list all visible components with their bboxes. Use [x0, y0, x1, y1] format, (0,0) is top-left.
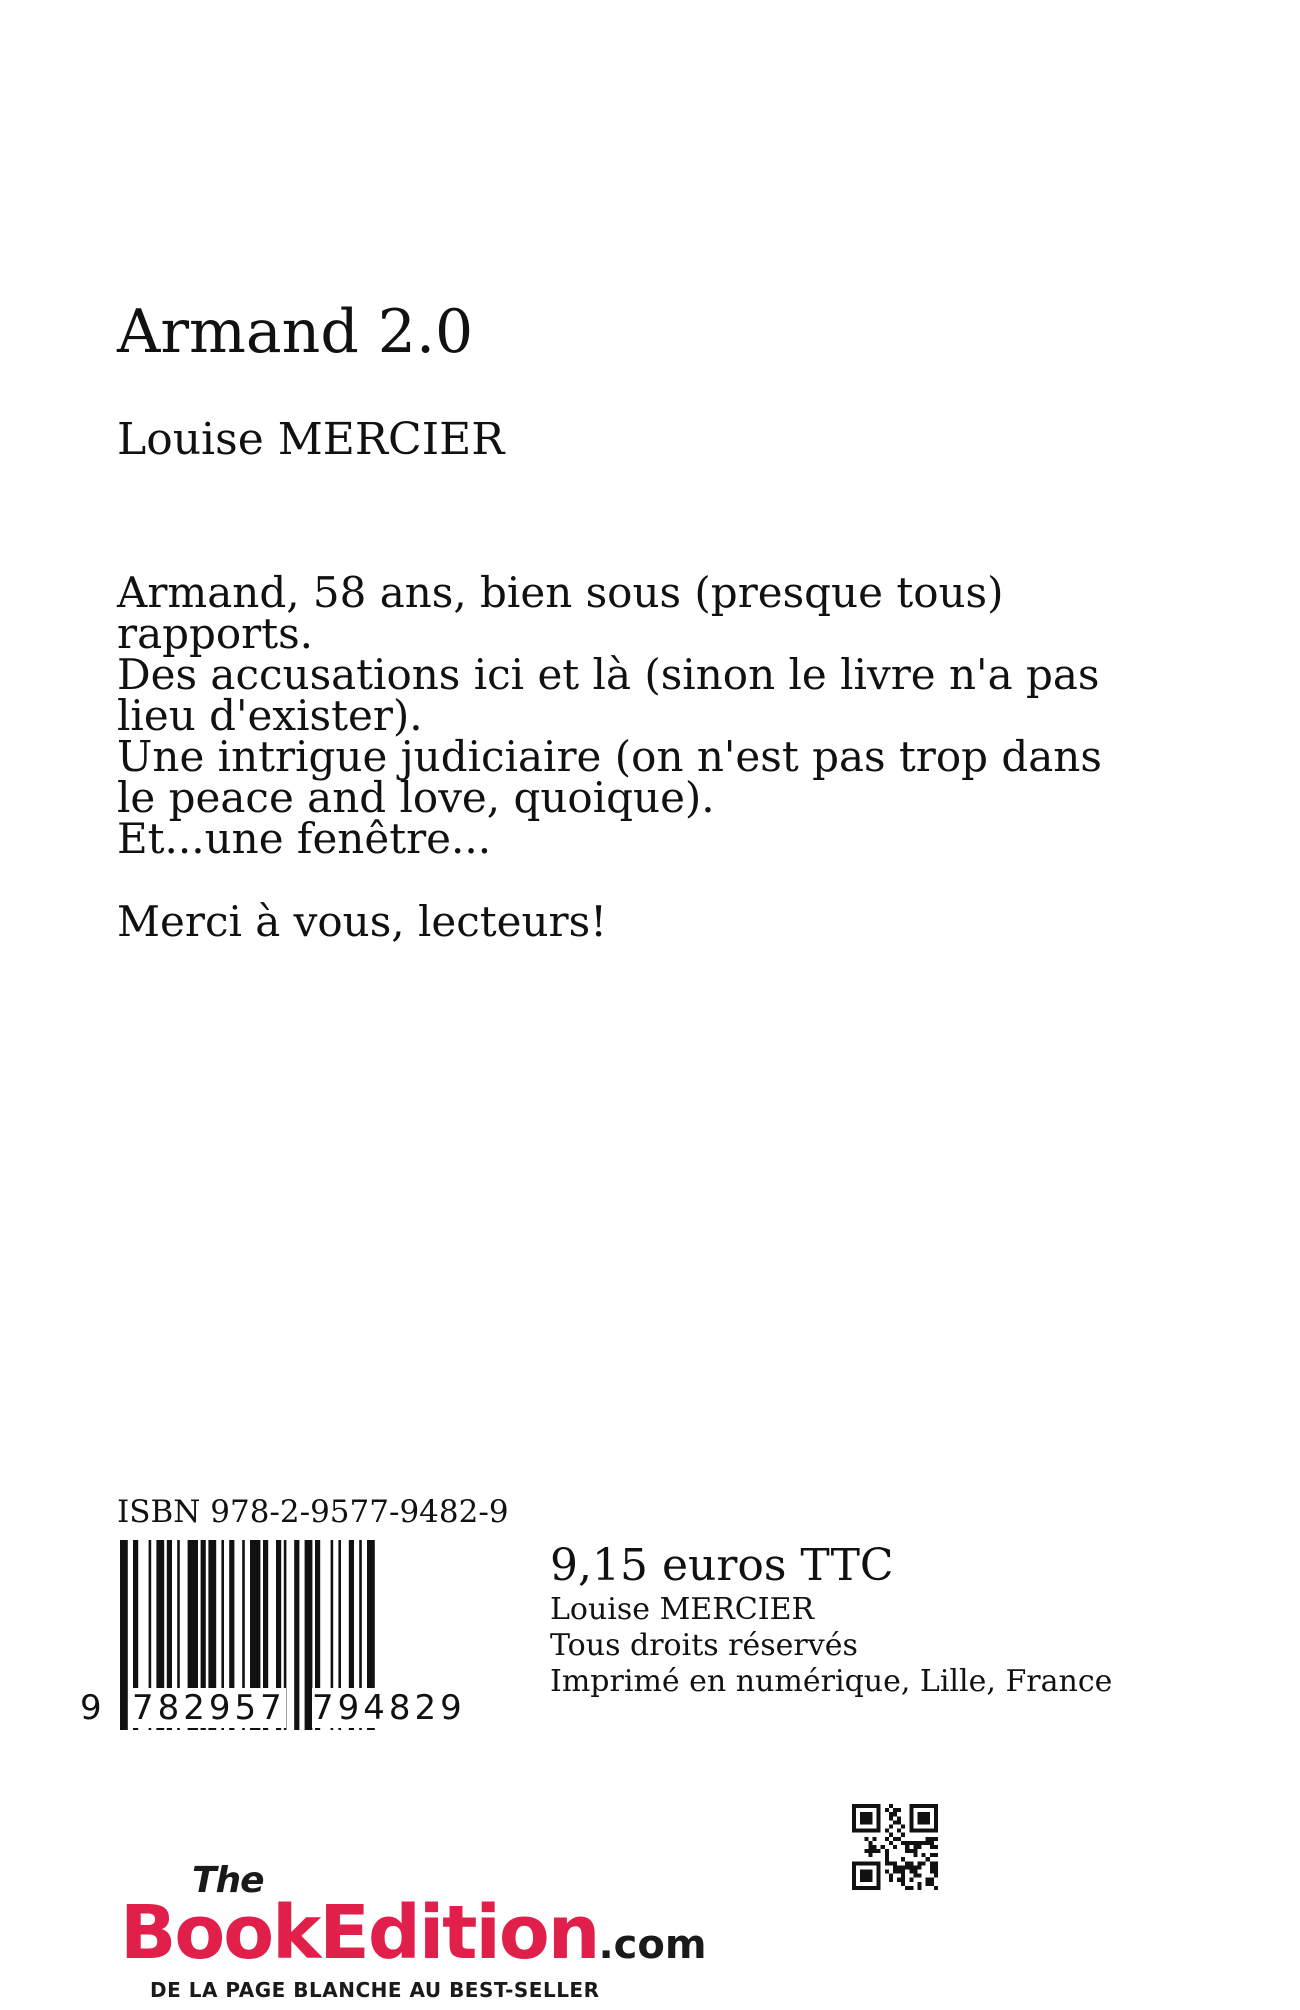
qr-module	[885, 1857, 889, 1861]
logo-name: BookEdition	[120, 1890, 599, 1976]
qr-module	[918, 1882, 922, 1886]
qr-module	[934, 1837, 938, 1841]
qr-module	[913, 1870, 917, 1874]
qr-module	[926, 1841, 930, 1845]
qr-code-icon	[852, 1804, 938, 1890]
qr-module	[905, 1845, 909, 1849]
blurb-paragraph: Armand, 58 ans, bien sous (presque tous) rapports.	[117, 568, 1004, 658]
qr-module	[930, 1853, 934, 1857]
qr-module	[864, 1837, 868, 1841]
qr-module	[885, 1808, 889, 1812]
qr-module	[913, 1845, 917, 1849]
barcode-right-group: 794829	[312, 1688, 466, 1728]
qr-module	[913, 1865, 917, 1869]
qr-module	[864, 1849, 868, 1853]
qr-module	[872, 1849, 876, 1853]
isbn-label: ISBN 978-2-9577-9482-9	[117, 1494, 509, 1530]
qr-module	[922, 1841, 926, 1845]
qr-module	[885, 1837, 889, 1841]
blurb-paragraph: Une intrigue judiciaire (on n'est pas trop dans le peace and love, quoique).	[117, 732, 1102, 822]
qr-module	[889, 1878, 893, 1882]
qr-module	[909, 1841, 913, 1845]
qr-module	[893, 1812, 897, 1816]
qr-module	[930, 1861, 934, 1865]
qr-module	[934, 1874, 938, 1878]
barcode-first-digit: 9	[80, 1688, 102, 1728]
qr-module	[885, 1870, 889, 1874]
qr-module	[897, 1870, 901, 1874]
qr-module	[885, 1829, 889, 1833]
qr-module	[901, 1878, 905, 1882]
blurb-paragraph: Et...une fenêtre...	[117, 814, 492, 863]
qr-module	[860, 1812, 872, 1824]
qr-module	[893, 1845, 897, 1849]
qr-module	[909, 1849, 913, 1853]
qr-module	[930, 1865, 934, 1869]
qr-module	[860, 1870, 872, 1882]
qr-module	[926, 1857, 930, 1861]
blurb-paragraph: Des accusations ici et là (sinon le livre n'a pas lieu d'exister).	[117, 650, 1100, 740]
qr-module	[897, 1820, 901, 1824]
qr-module	[930, 1878, 934, 1882]
qr-module	[901, 1870, 905, 1874]
qr-module	[922, 1853, 926, 1857]
blurb	[117, 568, 1117, 946]
logo-domain: .com	[598, 1922, 707, 1968]
qr-module	[897, 1878, 901, 1882]
rights-notice: Tous droits réservés	[550, 1628, 858, 1663]
qr-module	[909, 1865, 913, 1869]
logo-the: The	[192, 1860, 264, 1901]
qr-module	[934, 1865, 938, 1869]
logo-brand	[120, 1888, 707, 1990]
book-author: Louise MERCIER	[117, 414, 505, 465]
publisher-logo	[120, 1860, 720, 2010]
qr-module	[889, 1804, 893, 1808]
qr-module	[905, 1861, 909, 1865]
qr-module	[868, 1841, 872, 1845]
qr-module	[897, 1808, 901, 1812]
qr-module	[872, 1837, 876, 1841]
qr-module	[918, 1865, 922, 1869]
qr-module	[881, 1845, 885, 1849]
qr-module	[889, 1874, 893, 1878]
qr-module	[889, 1812, 893, 1816]
qr-module	[913, 1849, 917, 1853]
qr-module	[897, 1829, 901, 1833]
qr-module	[930, 1837, 934, 1841]
qr-module	[930, 1841, 934, 1845]
qr-module	[893, 1861, 897, 1865]
copyright-author: Louise MERCIER	[550, 1592, 815, 1627]
qr-module	[913, 1841, 917, 1845]
qr-module	[913, 1874, 917, 1878]
qr-module	[901, 1833, 905, 1837]
qr-module	[885, 1861, 889, 1865]
qr-module	[918, 1874, 922, 1878]
qr-module	[918, 1886, 922, 1890]
qr-module	[909, 1878, 913, 1882]
book-title: Armand 2.0	[117, 297, 474, 367]
qr-module	[934, 1861, 938, 1865]
qr-module	[889, 1833, 893, 1837]
qr-module	[926, 1837, 930, 1841]
qr-module	[885, 1853, 889, 1857]
qr-module	[868, 1849, 872, 1853]
qr-module	[930, 1845, 934, 1849]
qr-module	[905, 1849, 909, 1853]
qr-module	[909, 1886, 913, 1890]
qr-module	[918, 1845, 922, 1849]
qr-module	[872, 1845, 876, 1849]
qr-module	[897, 1865, 901, 1869]
qr-module	[934, 1853, 938, 1857]
qr-module	[934, 1870, 938, 1874]
qr-module	[901, 1865, 905, 1869]
qr-module	[922, 1861, 926, 1865]
qr-module	[868, 1845, 872, 1849]
qr-module	[889, 1824, 893, 1828]
qr-module	[893, 1808, 897, 1812]
barcode-left-group: 782957	[132, 1688, 286, 1728]
qr-module	[901, 1882, 905, 1886]
qr-module	[897, 1816, 901, 1820]
print-location: Imprimé en numérique, Lille, France	[550, 1664, 1113, 1699]
barcode-digits	[80, 1688, 490, 1728]
qr-module	[905, 1865, 909, 1869]
qr-module	[877, 1849, 881, 1853]
qr-module	[926, 1878, 930, 1882]
qr-module	[926, 1882, 930, 1886]
qr-module	[889, 1841, 893, 1845]
logo-tagline: DE LA PAGE BLANCHE AU BEST-SELLER	[150, 1978, 600, 2002]
qr-module	[885, 1849, 889, 1853]
qr-module	[913, 1853, 917, 1857]
qr-module	[909, 1861, 913, 1865]
price-block	[550, 1540, 1112, 1700]
qr-module	[893, 1865, 897, 1869]
qr-module	[934, 1845, 938, 1849]
qr-module	[889, 1861, 893, 1865]
qr-module	[905, 1886, 909, 1890]
qr-module	[930, 1870, 934, 1874]
qr-module	[868, 1853, 872, 1857]
qr-module	[901, 1824, 905, 1828]
qr-module	[901, 1874, 905, 1878]
qr-module	[930, 1882, 934, 1886]
qr-module	[934, 1886, 938, 1890]
qr-module	[889, 1816, 893, 1820]
qr-module	[905, 1841, 909, 1845]
price: 9,15 euros TTC	[550, 1540, 894, 1591]
qr-module	[897, 1837, 901, 1841]
blurb-thanks: Merci à vous, lecteurs!	[117, 897, 608, 946]
qr-module	[893, 1837, 897, 1841]
qr-module	[893, 1820, 897, 1824]
qr-module	[909, 1870, 913, 1874]
qr-module	[893, 1870, 897, 1874]
qr-module	[901, 1857, 905, 1861]
qr-module	[918, 1812, 930, 1824]
qr-module	[918, 1861, 922, 1865]
qr-module	[918, 1841, 922, 1845]
qr-module	[901, 1841, 905, 1845]
